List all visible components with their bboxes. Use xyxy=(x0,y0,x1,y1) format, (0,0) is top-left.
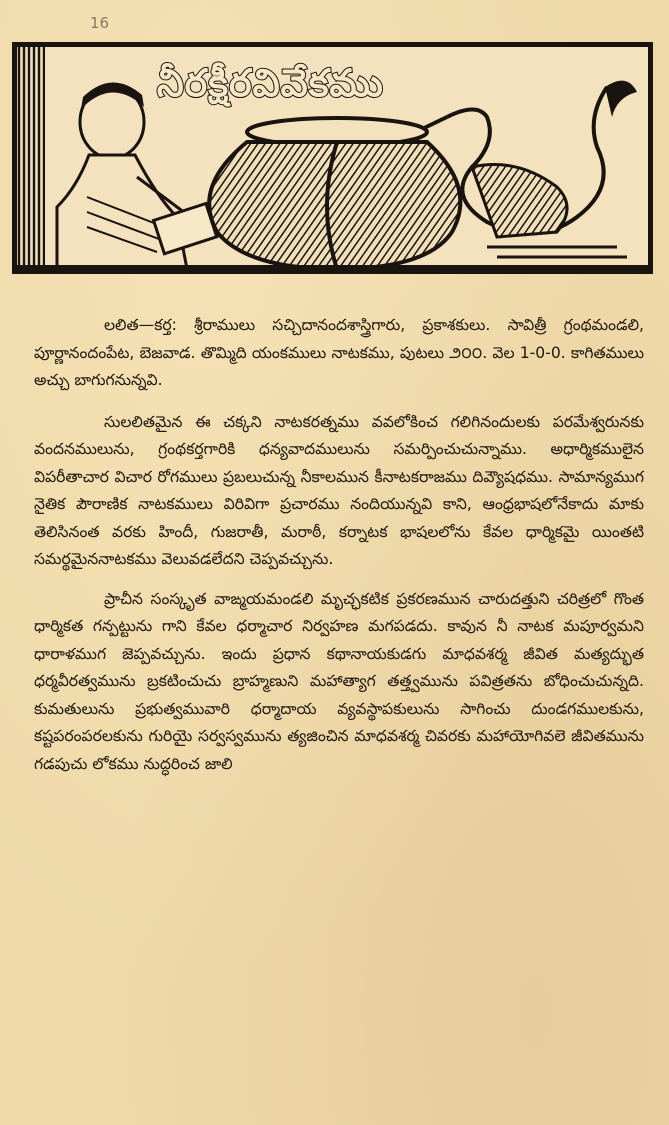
left-border xyxy=(17,47,45,269)
author-line: కర్త: శ్రీరాములు సచ్చిదానందశాస్త్రిగారు, ప్రకాశకులు. సావిత్రీ గ్రంథమండలి, పూర్ణానందంపేట, బెజవాడ. తొమ్మిది యంకములు నాటకము, పుటలు ౨౦౦. xyxy=(34,316,644,362)
dash: — xyxy=(138,316,155,334)
water-pot xyxy=(209,118,460,269)
article-body xyxy=(34,312,644,790)
page-number: 16 xyxy=(90,14,110,32)
book-details xyxy=(34,312,644,395)
paragraph: ప్రాచీన సంస్కృత వాఙ్మయమండలి మృచ్ఛకటిక ప్రకరణమున చారుదత్తుని చరిత్రలో గొంత ధార్మికత గన్పట్టును గాని కేవల ధర్మాచార నిర్వహణ మగపడదు. కావున నీ నాటక మపూర్వమని ధారాళముగ జెప్పవచ్చును. ఇందు ప్రధాన కథానాయకుడగు మాధవశర్మ జీవిత మత్యద్భుత ధర్మవీరత్వమును బ్రకటించుచు బ్రాహ్మణుని మహాత్యాగ తత్త్వమును పవిత్రతను బోధించుచున్నది. కుమతులును ప్రభుత్వమువారి ధర్మాదాయ వ్యవస్థాపకులును సాగించు దుండగములకును, కష్టపరంపరలకును గురియై సర్వస్వమును త్యజించిన మాధవశర్మ చివరకు మహాయోగివలె జీవితమును గడపుచు లోకము నుద్ధరించ జాలి xyxy=(34,589,644,773)
book-title: లలిత xyxy=(104,316,139,334)
price: వెల 1-0-0. xyxy=(492,343,566,362)
page-title: నీరక్షీరవివేకము xyxy=(157,61,384,105)
title-illustration xyxy=(12,42,653,274)
paper-note: కాగితములు అచ్చు బాగుగనున్నవి. xyxy=(34,343,644,389)
paragraph: సులలితమైన ఈ చక్కని నాటకరత్నము వవలోకించ గలిగినందులకు పరమేశ్వరునకు వందనములును, గ్రంథకర్తగారికి ధన్యవాదములును సమర్పించుచున్నాము. అధార్మికములైన విపరీతాచార విచార రోగములు ప్రబలుచున్న నీకాలమున కీనాటకరాజము దివ్యౌషధము. సామాన్యముగ నైతిక పౌరాణిక నాటకములు విరివిగా ప్రచారము నందియున్నవి కాని, ఆంధ్రభాషలోనేకాదు మాకు తెలిసినంత వరకు హిందీ, గుజరాతీ, మరాఠీ, కర్నాటక భాషలలోను కేవల ధార్మికమై యింతటి సమర్థమైననాటకము వెలువడలేదని చెప్పవచ్చును. xyxy=(34,412,644,568)
